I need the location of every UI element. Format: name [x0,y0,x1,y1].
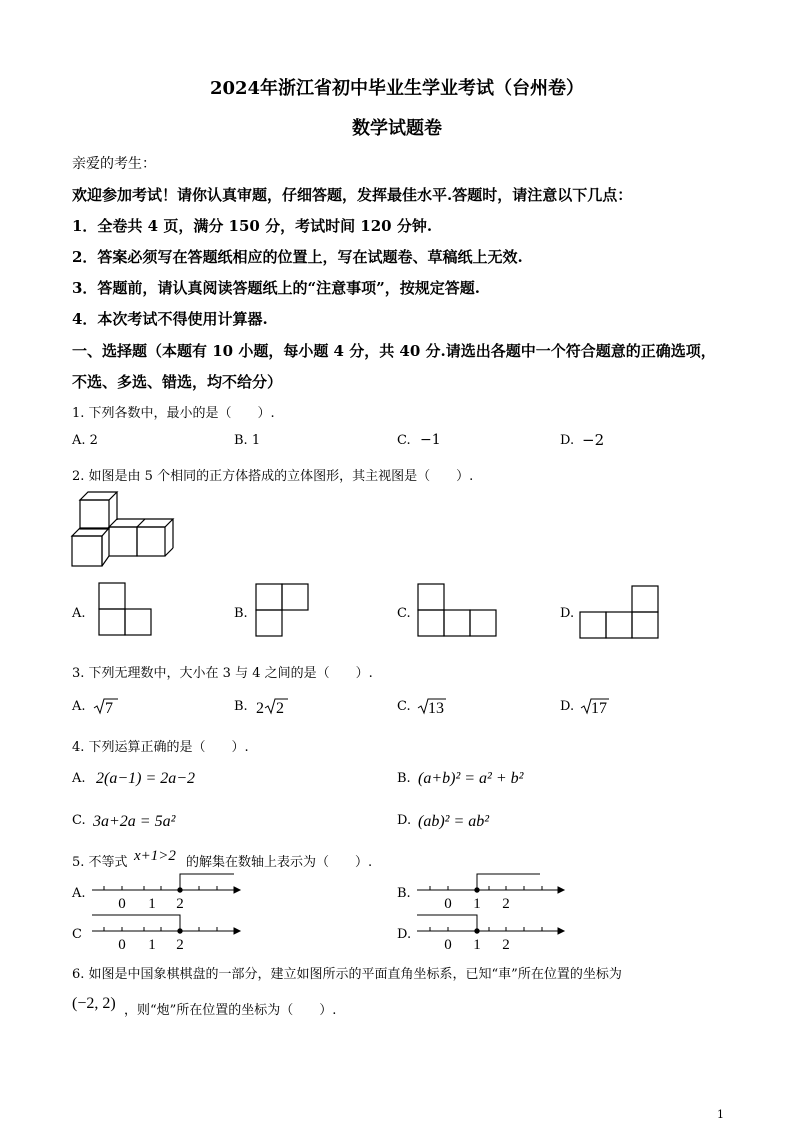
note-2: 2．答案必须写在答题纸相应的位置上，写在试题卷、草稿纸上无效. [72,248,523,266]
page-number: 1 [717,1108,724,1121]
q3-radicand-a: 7 [105,700,113,717]
q6-line1: 6. 如图是中国象棋棋盘的一部分，建立如图所示的平面直角坐标系，已知“車”所在位置的坐标为 [72,967,622,982]
q1-value-c: −1 [420,432,441,448]
q2-stem: 2. 如图是由 5 个相同的正方体搭成的立体图形，其主视图是（ ）. [72,469,474,484]
q2-option-b-figure [256,584,308,636]
q4-option-d: D. [397,813,412,828]
welcome-text: 欢迎参加考试！请你认真审题，仔细答题，发挥最佳水平.答题时，请注意以下几点： [72,186,633,204]
q5-option-b: B. [397,886,411,901]
q5-stem-suffix: 的解集在数轴上表示为（ ）. [186,855,373,870]
q3-option-d: D. [560,699,575,714]
q1-option-d: D. [560,433,575,448]
note-3: 3．答题前，请认真阅读答题纸上的“注意事项”，按规定答题. [72,279,480,297]
q4-option-b: B. [397,771,411,786]
q2-option-d: D. [560,606,575,621]
q5-b-tick-2: 2 [502,896,510,912]
q2-option-c: C. [397,606,411,621]
q2-option-b: B. [234,606,248,621]
q5-a-tick-1: 1 [148,896,156,912]
exam-title: 2024年浙江省初中毕业生学业考试（台州卷） [209,78,585,99]
q5-option-d: D. [397,927,412,942]
q5-c-tick-1: 1 [148,937,156,953]
exam-subtitle: 数学试题卷 [352,118,442,139]
q1-option-a: A. 2 [72,433,98,448]
q5-numberline-c [92,915,240,934]
q4-option-a: A. [72,771,86,786]
q5-b-tick-1: 1 [473,896,481,912]
q5-stem-prefix: 5. 不等式 [72,855,128,870]
q3-radicand-c: 13 [428,700,444,717]
q4-stem: 4. 下列运算正确的是（ ）. [72,740,249,755]
q5-c-tick-0: 0 [118,937,126,953]
q2-option-d-figure [580,586,658,638]
q5-numberline-b [417,874,564,893]
q3-radicand-d: 17 [591,700,607,717]
q3-option-c-radical [418,699,446,717]
q5-d-tick-2: 2 [502,937,510,953]
q3-option-b: B. [234,699,248,714]
q2-option-c-figure [418,584,496,636]
section-heading-line1: 一、选择题（本题有 10 小题，每小题 4 分，共 40 分.请选出各题中一个符合题意的正确选项， [72,342,716,360]
q5-stem-expr: x+1>2 [134,848,176,864]
q3-stem: 3. 下列无理数中，大小在 3 与 4 之间的是（ ）. [72,666,373,681]
q6-line2: ，则“炮”所在位置的坐标为（ ）. [124,1003,337,1018]
q5-option-c: C [72,927,82,942]
q1-option-c: C. [397,433,411,448]
q3-coef-b: 2 [256,700,264,717]
q3-option-a: A. [72,699,86,714]
q5-d-tick-1: 1 [473,937,481,953]
q4-expr-d: (ab)² = ab² [418,813,490,830]
q2-cube-figure [72,492,173,566]
q5-option-a: A. [72,886,86,901]
q3-option-c: C. [397,699,411,714]
q5-b-tick-0: 0 [444,896,452,912]
q2-option-a-figure [99,583,151,635]
q5-numberline-d [417,915,564,934]
greeting: 亲爱的考生： [72,156,156,172]
q5-a-tick-0: 0 [118,896,126,912]
q3-radicand-b: 2 [276,700,284,717]
q3-option-a-radical [94,699,118,717]
q3-option-d-radical [581,699,609,717]
q4-expr-c: 3a+2a = 5a² [93,813,176,830]
q5-numberline-a [92,874,240,893]
q4-expr-a: 2(a−1) = 2a−2 [96,770,196,787]
q1-stem: 1. 下列各数中，最小的是（ ）. [72,406,275,421]
note-1: 1．全卷共 4 页，满分 150 分，考试时间 120 分钟. [72,217,433,235]
q5-d-tick-0: 0 [444,937,452,953]
q6-coord: (−2, 2) [72,995,116,1012]
q4-option-c: C. [72,813,86,828]
q2-option-a: A. [72,606,86,621]
section-heading-line2: 不选、多选、错选，均不给分） [72,373,283,391]
q1-value-d: −2 [582,431,605,449]
q5-c-tick-2: 2 [176,937,184,953]
q4-expr-b: (a+b)² = a² + b² [418,770,524,787]
q3-option-b-radical [256,699,288,717]
q5-a-tick-2: 2 [176,896,184,912]
note-4: 4．本次考试不得使用计算器. [72,310,268,328]
q1-option-b: B. 1 [234,433,261,448]
